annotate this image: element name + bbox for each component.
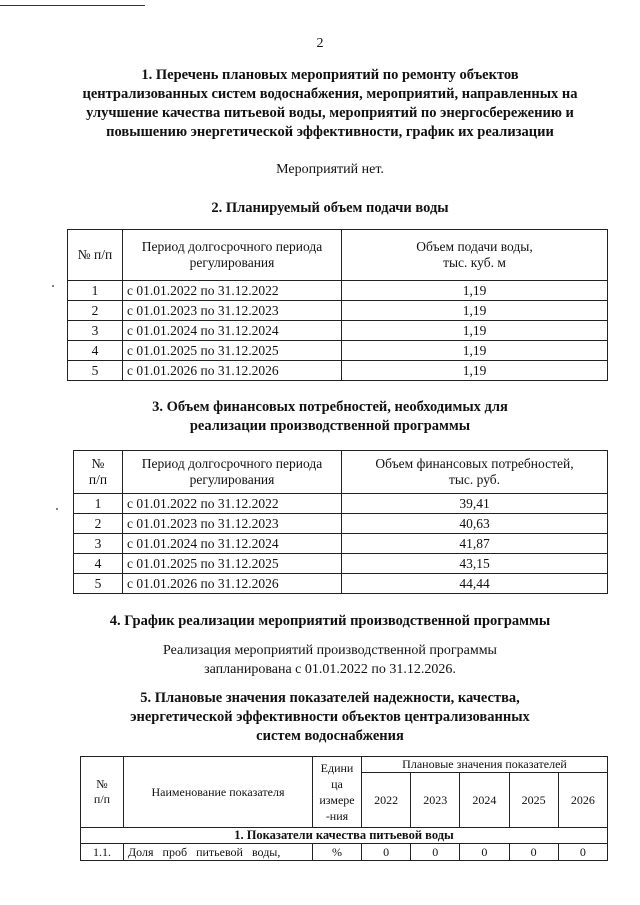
scan-speck [52, 285, 54, 287]
table-row [74, 534, 608, 554]
header-num: № п/п [68, 230, 123, 281]
section5-title [40, 689, 620, 746]
table-header-row [74, 451, 608, 494]
row-value: 1,19 [342, 301, 608, 321]
header-num-line: № [91, 456, 105, 471]
row-period: с 01.01.2025 по 31.12.2025 [123, 341, 342, 361]
header-year: 2024 [460, 773, 509, 828]
row-unit: % [313, 844, 362, 861]
table-row [74, 494, 608, 514]
header-period-line: Период долгосрочного периода [141, 239, 323, 254]
financial-needs-table [73, 450, 608, 594]
row-num: 3 [68, 321, 123, 341]
section1-title-line: повышению энергетической эффективности, график их реализации [106, 124, 554, 140]
row-name: Доля проб питьевой воды, [124, 844, 313, 861]
header-period-line: регулирования [189, 472, 275, 487]
header-unit [313, 757, 362, 828]
header-value-line: тыс. руб. [448, 472, 501, 487]
header-year: 2022 [362, 773, 411, 828]
header-name: Наименование показателя [124, 757, 313, 828]
section1-title-line: централизованных систем водоснабжения, мероприятий, направленных на [82, 86, 578, 102]
row-value: 1,19 [342, 341, 608, 361]
header-num-line: п/п [93, 792, 111, 806]
row-period: с 01.01.2022 по 31.12.2022 [123, 281, 342, 301]
header-num-line: п/п [88, 472, 108, 487]
row-value: 44,44 [342, 574, 608, 594]
section1-title-line: улучшение качества питьевой воды, мероприятий по энергосбережению и [86, 105, 574, 121]
row-num: 2 [68, 301, 123, 321]
page-number: 2 [316, 36, 324, 51]
subsection-title: 1. Показатели качества питьевой воды [81, 828, 608, 844]
section4-text-line: запланирована с 01.01.2022 по 31.12.2026. [204, 662, 456, 677]
header-num [74, 451, 123, 494]
table-header-row [81, 757, 608, 773]
section1-title [40, 66, 620, 142]
row-value: 0 [460, 844, 509, 861]
header-planned: Плановые значения показателей [362, 757, 608, 773]
header-value-line: тыс. куб. м [443, 255, 506, 270]
row-num: 5 [68, 361, 123, 381]
header-num-line: № [96, 777, 108, 791]
subsection-row [81, 828, 608, 844]
section4-text [40, 641, 620, 679]
header-unit-line: ца [331, 777, 343, 791]
table-row [68, 321, 608, 341]
row-value: 0 [509, 844, 558, 861]
table-row [74, 514, 608, 534]
row-num: 4 [68, 341, 123, 361]
row-num: 1 [68, 281, 123, 301]
header-period-line: Период долгосрочного периода [141, 456, 323, 471]
header-unit-line: измере [319, 793, 355, 807]
row-num: 1 [74, 494, 123, 514]
top-rule [0, 5, 145, 6]
row-value: 1,19 [342, 281, 608, 301]
section1-title-line: 1. Перечень плановых мероприятий по ремонту объектов [141, 67, 519, 83]
table-row [74, 554, 608, 574]
table-header-row [68, 230, 608, 281]
row-num: 2 [74, 514, 123, 534]
table-row [81, 844, 608, 861]
table-row [74, 574, 608, 594]
row-period: с 01.01.2023 по 31.12.2023 [123, 301, 342, 321]
row-num: 5 [74, 574, 123, 594]
scan-speck [56, 508, 58, 510]
indicators-table [80, 756, 608, 861]
header-num [81, 757, 124, 828]
section2-title: 2. Планируемый объем подачи воды [211, 200, 449, 216]
row-value: 0 [362, 844, 411, 861]
row-num: 4 [74, 554, 123, 574]
table-row [68, 301, 608, 321]
section3-title-line: реализации производственной программы [189, 418, 471, 434]
row-period: с 01.01.2026 по 31.12.2026 [123, 574, 342, 594]
row-value: 40,63 [342, 514, 608, 534]
row-period: с 01.01.2022 по 31.12.2022 [123, 494, 342, 514]
header-unit-line: -ния [325, 809, 349, 823]
table-row [68, 281, 608, 301]
row-period: с 01.01.2024 по 31.12.2024 [123, 321, 342, 341]
row-period: с 01.01.2024 по 31.12.2024 [123, 534, 342, 554]
header-value-line: Объем финансовых потребностей, [375, 456, 574, 471]
row-value: 1,19 [342, 361, 608, 381]
header-year: 2025 [509, 773, 558, 828]
header-period-line: регулирования [189, 255, 275, 270]
section4-title: 4. График реализации мероприятий производственной программы [109, 613, 551, 629]
header-period [123, 230, 342, 281]
section3-title-line: 3. Объем финансовых потребностей, необходимых для [152, 399, 508, 415]
section5-title-line: систем водоснабжения [256, 728, 404, 744]
water-supply-table [67, 229, 608, 381]
header-year: 2023 [411, 773, 460, 828]
section3-title [40, 398, 620, 436]
section1-text: Мероприятий нет. [276, 162, 384, 177]
table-row [68, 361, 608, 381]
header-period [123, 451, 342, 494]
row-value: 43,15 [342, 554, 608, 574]
row-period: с 01.01.2025 по 31.12.2025 [123, 554, 342, 574]
section5-title-line: 5. Плановые значения показателей надежности, качества, [140, 690, 520, 706]
row-value: 39,41 [342, 494, 608, 514]
table-row [68, 341, 608, 361]
row-value: 1,19 [342, 321, 608, 341]
header-value [342, 451, 608, 494]
header-value-line: Объем подачи воды, [416, 239, 533, 254]
row-num: 1.1. [81, 844, 124, 861]
section5-title-line: энергетической эффективности объектов централизованных [130, 709, 530, 725]
header-unit-line: Едини [320, 761, 354, 775]
row-num: 3 [74, 534, 123, 554]
row-value: 0 [411, 844, 460, 861]
row-value: 41,87 [342, 534, 608, 554]
row-period: с 01.01.2026 по 31.12.2026 [123, 361, 342, 381]
header-year: 2026 [558, 773, 607, 828]
row-period: с 01.01.2023 по 31.12.2023 [123, 514, 342, 534]
header-value [342, 230, 608, 281]
section4-text-line: Реализация мероприятий производственной программы [163, 643, 497, 658]
row-value: 0 [558, 844, 607, 861]
